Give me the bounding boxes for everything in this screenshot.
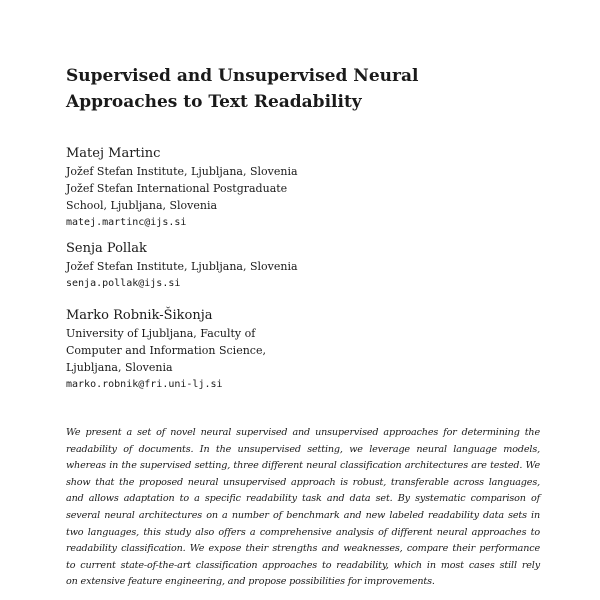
abstract-line: We present a set of novel neural supervised and unsupervised approaches for determining the: [66, 427, 540, 438]
author-block-marko-robnik-sikonja: [66, 307, 506, 393]
abstract-line: to current state-of-the-art classification approaches to readability, which in most cases still rely: [66, 559, 540, 571]
affiliation-line: Computer and Information Science,: [66, 344, 266, 357]
abstract-line: and allows adaptation to a specific readability task and data set. By systematic comparison of: [66, 493, 540, 505]
abstract-line: several neural architectures on a number of benchmark and new labeled readability data sets in: [66, 509, 540, 521]
author-block-senja-pollak: [66, 240, 506, 292]
affiliation-line: School, Ljubljana, Slovenia: [66, 199, 218, 212]
abstract-line: readability of documents. In the unsupervised setting, we leverage neural language models,: [66, 443, 540, 455]
affiliation-line: University of Ljubljana, Faculty of: [66, 327, 256, 340]
affiliation-line: Ljubljana, Slovenia: [66, 361, 173, 374]
author-block-matej-martinc: [66, 145, 506, 231]
author-email: senja.pollak@ijs.si: [66, 278, 181, 289]
author-email: marko.robnik@fri.uni-lj.si: [66, 379, 223, 390]
abstract-line: on extensive feature engineering, and propose possibilities for improvements.: [66, 576, 435, 588]
title-line: Supervised and Unsupervised Neural: [66, 66, 419, 86]
title-line: Approaches to Text Readability: [66, 92, 362, 112]
abstract-line: whereas in the supervised setting, three different neural classification architectures are tested. We: [66, 460, 540, 472]
abstract-line: two languages, this study also offers a comprehensive analysis of different neural approaches to: [66, 526, 540, 538]
author-name: Senja Pollak: [66, 241, 147, 256]
paper-title: [66, 63, 536, 115]
affiliation-line: Jožef Stefan Institute, Ljubljana, Slovenia: [66, 165, 298, 178]
affiliation-line: Jožef Stefan International Postgraduate: [66, 182, 288, 195]
abstract-line: show that the proposed neural unsupervised approach is robust, transferable across languages,: [66, 476, 540, 488]
affiliation-line: Jožef Stefan Institute, Ljubljana, Slovenia: [66, 260, 298, 273]
abstract: [66, 425, 540, 591]
abstract-line: readability classification. We expose their strengths and weaknesses, compare their performance: [66, 543, 540, 555]
author-email: matej.martinc@ijs.si: [66, 217, 187, 228]
author-name: Matej Martinc: [66, 146, 161, 161]
author-name: Marko Robnik-Šikonja: [66, 308, 213, 323]
